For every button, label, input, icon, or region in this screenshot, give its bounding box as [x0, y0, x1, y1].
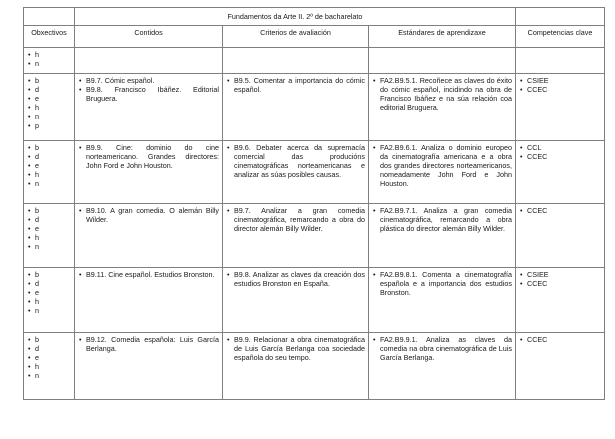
competences-list [519, 143, 601, 161]
competences-list [519, 335, 601, 344]
list-item: • e [27, 353, 71, 362]
list-item: • CCEC [519, 279, 601, 288]
contents-cell [75, 74, 223, 141]
list-item: • n [27, 112, 71, 121]
standards-list [372, 270, 512, 297]
criteria-cell [223, 204, 369, 268]
caption-spacer [24, 8, 75, 26]
objectives-list [27, 335, 71, 380]
list-item: • b [27, 143, 71, 152]
list-item: • n [27, 242, 71, 251]
list-item: • FA2.B9.6.1. Analiza o dominio europeo da cinematografía americana e a obra dos grandes directores norteamericanos, nomeadamente John Ford e John Houston. [372, 143, 512, 188]
list-item: • b [27, 206, 71, 215]
standards-cell [369, 333, 516, 400]
competences-cell [516, 333, 605, 400]
list-item: • e [27, 94, 71, 103]
table-row [24, 74, 605, 141]
competences-list [519, 270, 601, 288]
criteria-list [226, 76, 365, 94]
table-body [24, 48, 605, 400]
objectives-cell [24, 268, 75, 333]
list-item: • CCEC [519, 206, 601, 215]
table-row [24, 141, 605, 204]
objectives-list [27, 270, 71, 315]
list-item: • B9.10. A gran comedia. O alemán Billy Wilder. [78, 206, 219, 224]
objectives-cell [24, 333, 75, 400]
list-item: • h [27, 233, 71, 242]
table-row [24, 333, 605, 400]
competences-cell [516, 141, 605, 204]
list-item: • n [27, 371, 71, 380]
header-objectives: Obxectivos [24, 26, 75, 48]
header-contents: Contidos [75, 26, 223, 48]
criteria-cell [223, 141, 369, 204]
objectives-list [27, 143, 71, 188]
list-item: • CCL [519, 143, 601, 152]
standards-list [372, 335, 512, 362]
list-item: • FA2.B9.5.1. Recoñece as claves do éxito do cómic español, incidindo na obra de Francisco Ibáñez e na súa relación coa editorial Bruguera. [372, 76, 512, 112]
contents-list [78, 76, 219, 103]
list-item: • d [27, 152, 71, 161]
criteria-cell [223, 74, 369, 141]
list-item: • d [27, 344, 71, 353]
objectives-list [27, 50, 71, 68]
contents-list [78, 335, 219, 353]
competences-list [519, 76, 601, 94]
standards-cell [369, 48, 516, 74]
criteria-list [226, 270, 365, 288]
list-item: • B9.9. Relacionar a obra cinematográfica de Luis García Berlanga coa sociedade española do seu tempo. [226, 335, 365, 362]
competences-list [519, 206, 601, 215]
contents-list [78, 270, 219, 279]
list-item: • FA2.B9.8.1. Comenta a cinematografía española e a importancia dos estudios Bronston. [372, 270, 512, 297]
list-item: • e [27, 288, 71, 297]
contents-cell [75, 268, 223, 333]
list-item: • B9.12. Comedia española: Luis García Berlanga. [78, 335, 219, 353]
list-item: • b [27, 76, 71, 85]
list-item: • B9.6. Debater acerca da supremacía comercial das producións cinematográficas norteamericanas e analizar as súas posibles causas. [226, 143, 365, 179]
contents-cell [75, 48, 223, 74]
list-item: • CCEC [519, 335, 601, 344]
list-item: • CSIEE [519, 76, 601, 85]
list-item: • CCEC [519, 85, 601, 94]
standards-list [372, 206, 512, 233]
contents-list [78, 143, 219, 170]
objectives-list [27, 76, 71, 131]
header-competences: Competencias clave [516, 26, 605, 48]
standards-cell [369, 204, 516, 268]
header-criteria: Criterios de avaliación [223, 26, 369, 48]
competences-cell [516, 268, 605, 333]
competences-cell [516, 48, 605, 74]
table-row [24, 48, 605, 74]
list-item: • CSIEE [519, 270, 601, 279]
contents-cell [75, 204, 223, 268]
list-item: • CCEC [519, 152, 601, 161]
contents-cell [75, 333, 223, 400]
list-item: • B9.9. Cine: dominio do cine norteamericano. Grandes directores: John Ford e John Houston. [78, 143, 219, 170]
list-item: • n [27, 306, 71, 315]
criteria-list [226, 335, 365, 362]
standards-cell [369, 141, 516, 204]
curriculum-table [23, 7, 605, 400]
objectives-cell [24, 141, 75, 204]
list-item: • p [27, 121, 71, 130]
list-item: • n [27, 179, 71, 188]
list-item: • e [27, 224, 71, 233]
objectives-cell [24, 74, 75, 141]
standards-list [372, 143, 512, 188]
list-item: • B9.7. Analizar a gran comedia cinematográfica, remarcando a obra do director alemán Billy Wilder. [226, 206, 365, 233]
list-item: • d [27, 85, 71, 94]
list-item: • B9.11. Cine español. Estudios Bronston. [78, 270, 219, 279]
standards-cell [369, 74, 516, 141]
competences-cell [516, 74, 605, 141]
list-item: • h [27, 297, 71, 306]
criteria-cell [223, 268, 369, 333]
criteria-cell [223, 48, 369, 74]
header-standards: Estándares de aprendizaxe [369, 26, 516, 48]
objectives-cell [24, 48, 75, 74]
list-item: • h [27, 103, 71, 112]
criteria-list [226, 206, 365, 233]
list-item: • h [27, 50, 71, 59]
list-item: • h [27, 170, 71, 179]
contents-cell [75, 141, 223, 204]
list-item: • B9.7. Cómic español. [78, 76, 219, 85]
list-item: • B9.8. Analizar as claves da creación dos estudios Bronston en España. [226, 270, 365, 288]
contents-list [78, 206, 219, 224]
criteria-cell [223, 333, 369, 400]
list-item: • d [27, 279, 71, 288]
list-item: • b [27, 270, 71, 279]
table-row [24, 268, 605, 333]
table-title: Fundamentos da Arte II. 2º de bacharelato [75, 8, 516, 26]
standards-list [372, 76, 512, 112]
criteria-list [226, 143, 365, 179]
objectives-cell [24, 204, 75, 268]
caption-spacer [516, 8, 605, 26]
list-item: • b [27, 335, 71, 344]
list-item: • n [27, 59, 71, 68]
table-row [24, 204, 605, 268]
objectives-list [27, 206, 71, 251]
list-item: • B9.8. Francisco Ibáñez. Editorial Bruguera. [78, 85, 219, 103]
list-item: • h [27, 362, 71, 371]
list-item: • e [27, 161, 71, 170]
list-item: • FA2.B9.7.1. Analiza a gran comedia cinematográfica, remarcando a obra plástica do director alemán Billy Wilder. [372, 206, 512, 233]
list-item: • FA2.B9.9.1. Analiza as claves da comedia na obra cinematográfica de Luis García Berlanga. [372, 335, 512, 362]
list-item: • d [27, 215, 71, 224]
competences-cell [516, 204, 605, 268]
list-item: • B9.5. Comentar a importancia do cómic español. [226, 76, 365, 94]
standards-cell [369, 268, 516, 333]
